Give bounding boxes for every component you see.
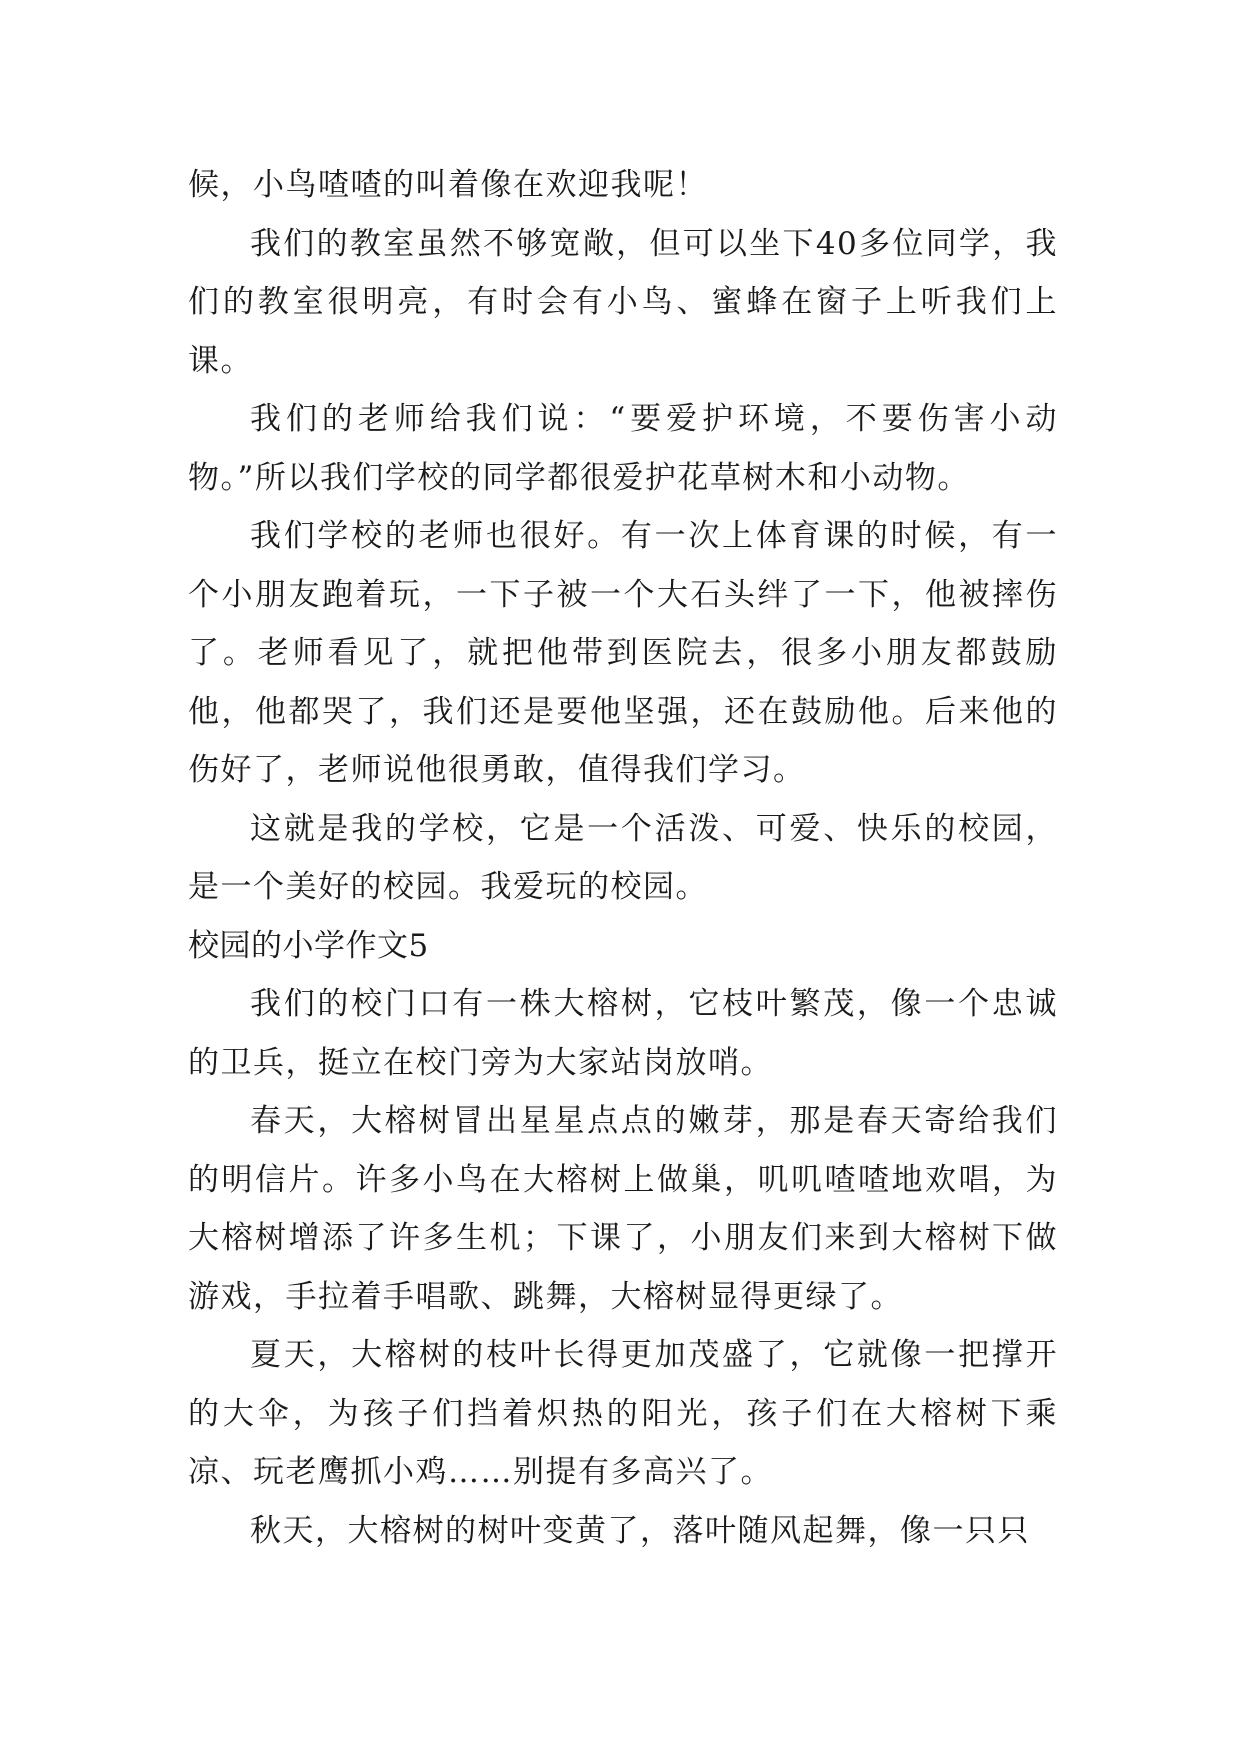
paragraph-summer: 夏天，大榕树的枝叶长得更加茂盛了，它就像一把撑开的大伞，为孩子们挡着炽热的阳光，孩子们在大榕树下乘凉、玩老鹰抓小鸡……别提有多高兴了。 xyxy=(188,1337,1058,1490)
paragraph-banyan-tree: 我们的校门口有一株大榕树，它枝叶繁茂，像一个忠诚的卫兵，挺立在校门旁为大家站岗放哨。 xyxy=(188,986,1058,1081)
paragraph-my-school: 这就是我的学校，它是一个活泼、可爱、快乐的校园，是一个美好的校园。我爱玩的校园。 xyxy=(188,810,1058,905)
paragraph-continued: 候，小鸟喳喳的叫着像在欢迎我呢！ xyxy=(188,167,708,203)
section-title: 校园的小学作文5 xyxy=(188,927,429,964)
paragraph-teacher-kind: 我们学校的老师也很好。有一次上体育课的时候，有一个小朋友跑着玩，一下子被一个大石头绊了一下，他被摔伤了。老师看见了，就把他带到医院去，很多小朋友都鼓励他，他都哭了，我们还是要他坚强，还在鼓励他。后来他的伤好了，老师说他很勇敢，值得我们学习。 xyxy=(188,518,1058,788)
paragraph-autumn: 秋天，大榕树的树叶变黄了，落叶随风起舞，像一只只 xyxy=(250,1512,1030,1549)
document-body xyxy=(188,156,1058,1560)
paragraph-classroom: 我们的教室虽然不够宽敞，但可以坐下40多位同学，我们的教室很明亮，有时会有小鸟、蜜蜂在窗子上听我们上课。 xyxy=(188,225,1058,379)
paragraph-spring: 春天，大榕树冒出星星点点的嫩芽，那是春天寄给我们的明信片。许多小鸟在大榕树上做巢，叽叽喳喳地欢唱，为大榕树增添了许多生机；下课了，小朋友们来到大榕树下做游戏，手拉着手唱歌、跳舞，大榕树显得更绿了。 xyxy=(188,1103,1058,1315)
paragraph-teacher-says: 我们的老师给我们说：“要爱护环境，不要伤害小动物。”所以我们学校的同学都很爱护花草树木和小动物。 xyxy=(188,401,1058,496)
